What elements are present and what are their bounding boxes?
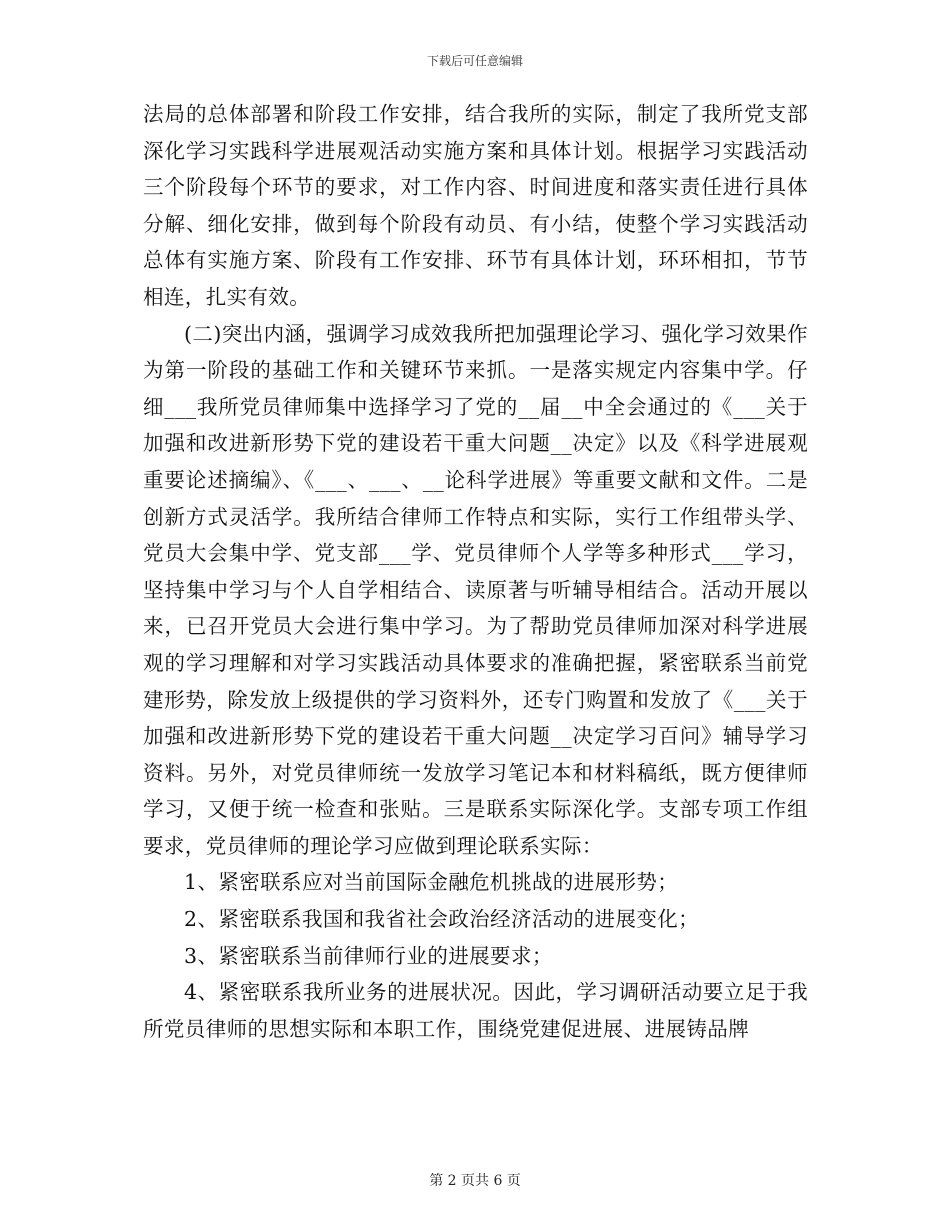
list-item-1: 1、紧密联系应对当前国际金融危机挑战的进展形势； bbox=[184, 870, 679, 895]
page-header: 下载后可任意编辑 bbox=[426, 54, 523, 68]
list-item-2: 2、紧密联系我国和我省社会政治经济活动的进展变化； bbox=[184, 907, 700, 932]
list-item-4: 4、紧密联系我所业务的进展状况。因此，学习调研活动要立足于我所党员律师的思想实际和本职工作，围绕党建促进展、进展铸品牌 bbox=[143, 980, 808, 1041]
list-item-3: 3、紧密联系当前律师行业的进展要求； bbox=[184, 943, 553, 968]
paragraph-continuation: 法局的总体部署和阶段工作安排，结合我所的实际，制定了我所党支部深化学习实践科学进展观活动实施方案和具体计划。根据学习实践活动三个阶段每个环节的要求，对工作内容、时间进度和落实责任进行具体分解、细化安排，做到每个阶段有动员、有小结，使整个学习实践活动总体有实施方案、阶段有工作安排、环节有具体计划，环环相扣，节节相连，扎实有效。 bbox=[143, 102, 808, 309]
document-body bbox=[143, 96, 808, 1047]
paragraph-section-two: (二)突出内涵，强调学习成效我所把加强理论学习、强化学习效果作为第一阶段的基础工作和关键环节来抓。一是落实规定内容集中学。仔细___我所党员律师集中选择学习了党的__届__中全会通过的《___关于加强和改进新形势下党的建设若干重大问题__决定》以及《科学进展观重要论述摘编》、《___、___、__论科学进展》等重要文献和文件。二是创新方式灵活学。我所结合律师工作特点和实际，实行工作组带头学、党员大会集中学、党支部___学、党员律师个人学等多种形式___学习，坚持集中学习与个人自学相结合、读原著与听辅导相结合。活动开展以来，已召开党员大会进行集中学习。为了帮助党员律师加深对科学进展观的学习理解和对学习实践活动具体要求的准确把握，紧密联系当前党建形势，除发放上级提供的学习资料外，还专门购置和发放了《___关于加强和改进新形势下党的建设若干重大问题__决定学习百问》辅导学习资料。另外，对党员律师统一发放学习笔记本和材料稿纸，既方便律师学习，又便于统一检查和张贴。三是联系实际深化学。支部专项工作组要求，党员律师的理论学习应做到理论联系实际： bbox=[143, 321, 808, 858]
page-number-footer: 第 2 页共 6 页 bbox=[429, 1173, 521, 1189]
